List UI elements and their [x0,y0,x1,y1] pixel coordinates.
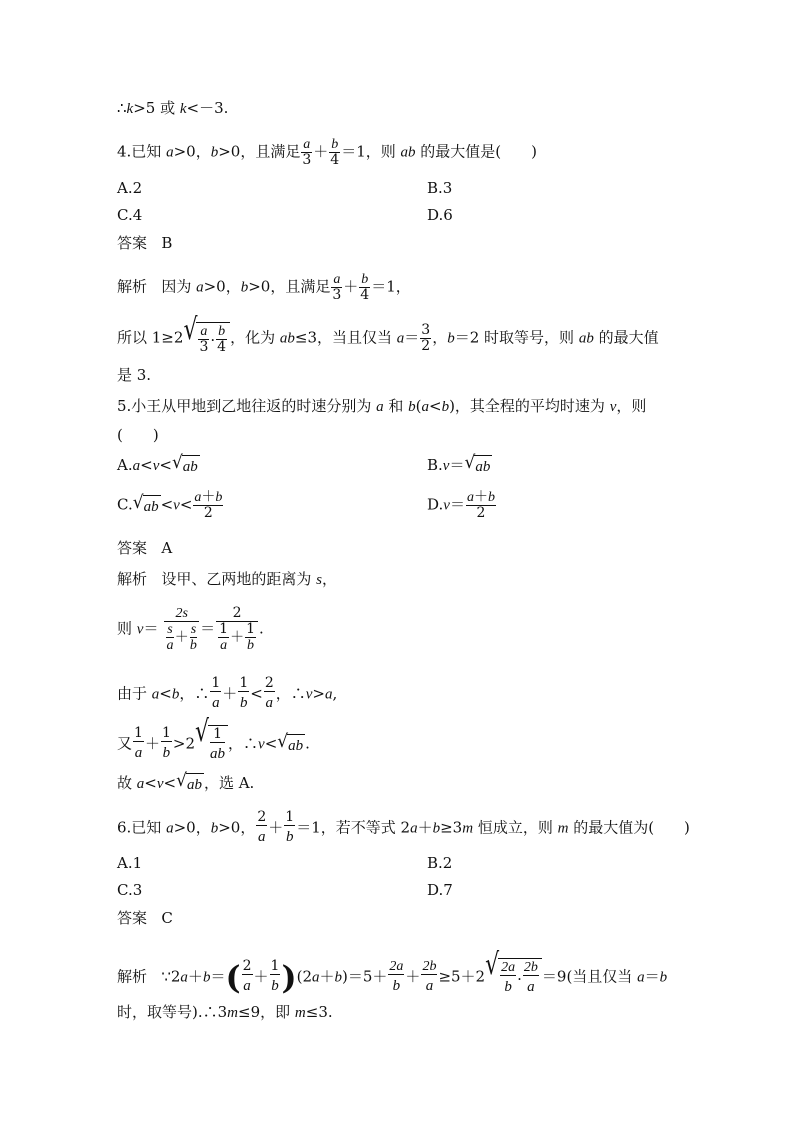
q4-stem: 4.已知 a>0，b>0，且满足 $\frac{a}{3}$ ＋ $\frac{b}{4}$ ＝1，则 ab 的最大值是( ) [117,137,537,168]
fraction: $\frac{a}{3}$ [302,137,312,168]
q5-solution-line-1: 解析 设甲、乙两地的距离为 s， [117,570,337,588]
q6-solution-line-1: 解析 ∵2a＋b＝( $\frac{2}{a}+$ $\frac{1}{b})(2a+b)=5+$ $\frac{2a}{b}+$ $\frac{2b}{a}\ge 5+2$ √ $\frac{2a}{b}$ · $\frac{2b}{a}$ ＝9(当且仅当 a＝b [117,948,668,997]
q6-solution-line-2: 时，取等号).∴3m≤9，即 m≤3. [117,1003,333,1021]
q4-option-b: B.3 [427,179,453,197]
q5-paren: ( ) [117,426,159,444]
q5-option-a: A.a<v< √ ab [117,452,198,475]
q6-option-d: D.7 [427,881,453,899]
sqrt-symbol: √ $\frac{2a}{b}$ · $\frac{2b}{a}$ [485,958,542,997]
q6-option-a: A.1 [117,854,143,872]
q4-option-c: C.4 [117,206,143,224]
q5-solution-line-5: 故 a<v< √ ab ，选 A. [117,770,255,793]
q5-solution-line-3: 由于 a<b，∴ $\frac{1}{a}+$ $\frac{1}{b}<$ $\frac{2}{a}$，∴v>a, [117,675,338,711]
q5-option-c: C. √ ab <v< $\frac{a+b}{2}$ [117,489,223,521]
q6-stem: 6.已知 a>0，b>0， $\frac{2}{a}+$ $\frac{1}{b}=1$，若不等式 2a＋b≥3m 恒成立，则 m 的最大值为( ) [117,809,690,845]
q4-option-d: D.6 [427,206,453,224]
q5-option-b: B.v＝ √ ab [427,452,491,475]
q4-option-a: A.2 [117,179,143,197]
q6-option-c: C.3 [117,881,143,899]
fraction: $\frac{b}{4}$ [330,137,340,168]
q3-conclusion: ∴k>5 或 k<－3. [117,99,229,117]
q6-option-b: B.2 [427,854,453,872]
q4-solution-line-1: 解析 因为 a>0，b>0，且满足 $\frac{a}{3}$ ＋ $\frac{b}{4}$ ＝1， [117,272,411,303]
q4-answer: 答案 B [117,234,173,252]
sqrt-symbol: √ $\frac{a}{3}$ · $\frac{b}{4}$ [183,322,230,355]
q5-answer: 答案 A [117,539,173,557]
q5-solution-line-2: 则 v＝ 2s $\frac{s}{a}+$ $\frac{s}{b}$ ＝ 2 $\frac{1}{a}+$ $\frac{1}{b}$ . [117,605,264,653]
q5-option-d: D.v＝ $\frac{a+b}{2}$ [427,489,495,521]
sqrt-symbol: √ $\frac{1}{ab}$ [195,725,228,764]
q6-answer: 答案 C [117,909,173,927]
q4-solution-line-2: 所以 1≥2 √ $\frac{a}{3}$ · $\frac{b}{4}$ ，化为 ab≤3，当且仅当 a＝ $\frac{3}{2}$ ，b＝2 时取等号，则 ab 的最大值 [117,313,659,355]
q4-solution-line-3: 是 3. [117,366,152,384]
q5-solution-line-4: 又 $\frac{1}{a}+$ $\frac{1}{b}>2$ √ $\frac{1}{ab}$ ，∴v< √ ab . [117,715,310,762]
q5-stem: 5.小王从甲地到乙地往返的时速分别为 a 和 b(a<b)，其全程的平均时速为 v，则 [117,397,647,415]
